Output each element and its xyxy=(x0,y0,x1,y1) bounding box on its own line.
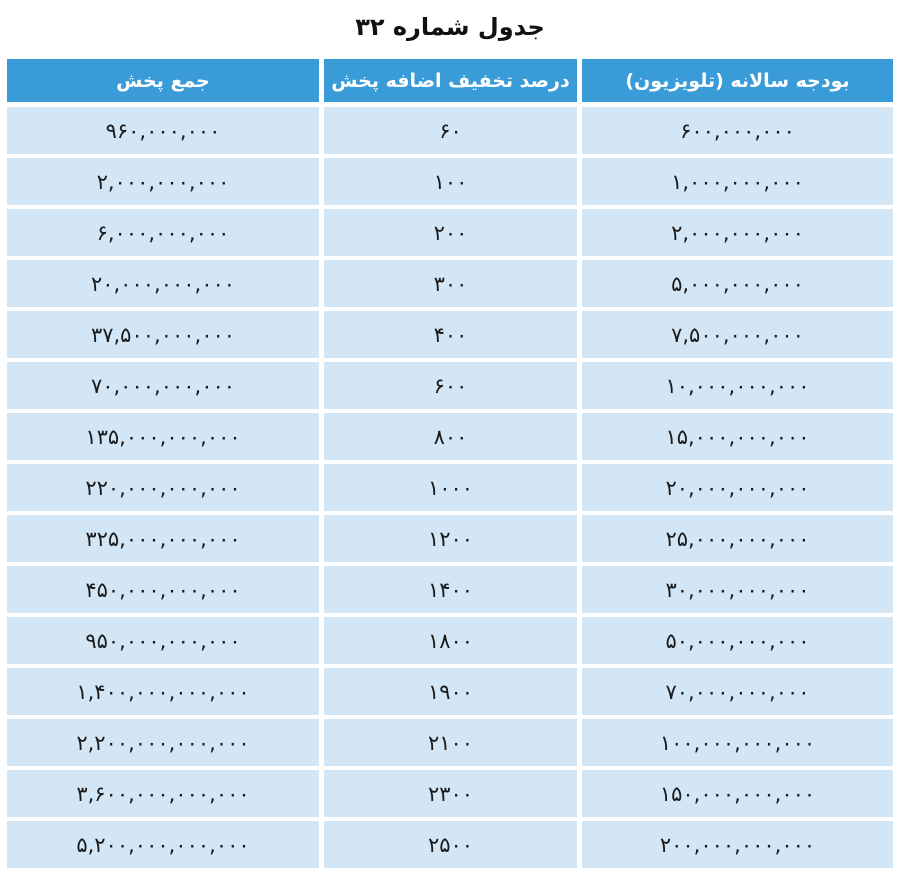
cell-total-broadcast: ۴۵۰,۰۰۰,۰۰۰,۰۰۰ xyxy=(7,566,319,613)
table-row xyxy=(7,821,893,868)
cell-annual-budget: ۱۵۰,۰۰۰,۰۰۰,۰۰۰ xyxy=(582,770,893,817)
cell-discount-percent: ۸۰۰ xyxy=(324,413,577,460)
cell-total-broadcast: ۲۰,۰۰۰,۰۰۰,۰۰۰ xyxy=(7,260,319,307)
cell-annual-budget: ۶۰۰,۰۰۰,۰۰۰ xyxy=(582,107,893,154)
cell-discount-percent: ۱۹۰۰ xyxy=(324,668,577,715)
table-row xyxy=(7,464,893,511)
cell-annual-budget: ۲۰۰,۰۰۰,۰۰۰,۰۰۰ xyxy=(582,821,893,868)
cell-discount-percent: ۶۰ xyxy=(324,107,577,154)
cell-discount-percent: ۱۲۰۰ xyxy=(324,515,577,562)
header-annual-budget: بودجه سالانه (تلویزیون) xyxy=(582,59,893,102)
cell-total-broadcast: ۶,۰۰۰,۰۰۰,۰۰۰ xyxy=(7,209,319,256)
cell-discount-percent: ۱۸۰۰ xyxy=(324,617,577,664)
cell-total-broadcast: ۹۶۰,۰۰۰,۰۰۰ xyxy=(7,107,319,154)
header-total-broadcast: جمع پخش xyxy=(7,59,319,102)
cell-annual-budget: ۱۰۰,۰۰۰,۰۰۰,۰۰۰ xyxy=(582,719,893,766)
cell-discount-percent: ۱۰۰ xyxy=(324,158,577,205)
budget-discount-table xyxy=(7,59,893,872)
cell-annual-budget: ۱,۰۰۰,۰۰۰,۰۰۰ xyxy=(582,158,893,205)
cell-total-broadcast: ۳۷,۵۰۰,۰۰۰,۰۰۰ xyxy=(7,311,319,358)
table-row xyxy=(7,107,893,154)
cell-discount-percent: ۱۴۰۰ xyxy=(324,566,577,613)
table-row xyxy=(7,770,893,817)
table-header-row xyxy=(7,59,893,102)
header-discount-percent: درصد تخفیف اضافه پخش xyxy=(324,59,577,102)
cell-annual-budget: ۲,۰۰۰,۰۰۰,۰۰۰ xyxy=(582,209,893,256)
table-row xyxy=(7,209,893,256)
cell-discount-percent: ۲۰۰ xyxy=(324,209,577,256)
table-body xyxy=(7,107,893,868)
cell-total-broadcast: ۱۳۵,۰۰۰,۰۰۰,۰۰۰ xyxy=(7,413,319,460)
cell-total-broadcast: ۲,۰۰۰,۰۰۰,۰۰۰ xyxy=(7,158,319,205)
table-row xyxy=(7,158,893,205)
cell-total-broadcast: ۵,۲۰۰,۰۰۰,۰۰۰,۰۰۰ xyxy=(7,821,319,868)
cell-annual-budget: ۷۰,۰۰۰,۰۰۰,۰۰۰ xyxy=(582,668,893,715)
cell-discount-percent: ۴۰۰ xyxy=(324,311,577,358)
cell-total-broadcast: ۱,۴۰۰,۰۰۰,۰۰۰,۰۰۰ xyxy=(7,668,319,715)
cell-annual-budget: ۳۰,۰۰۰,۰۰۰,۰۰۰ xyxy=(582,566,893,613)
cell-annual-budget: ۵۰,۰۰۰,۰۰۰,۰۰۰ xyxy=(582,617,893,664)
cell-annual-budget: ۵,۰۰۰,۰۰۰,۰۰۰ xyxy=(582,260,893,307)
cell-total-broadcast: ۷۰,۰۰۰,۰۰۰,۰۰۰ xyxy=(7,362,319,409)
cell-annual-budget: ۱۰,۰۰۰,۰۰۰,۰۰۰ xyxy=(582,362,893,409)
cell-total-broadcast: ۲,۲۰۰,۰۰۰,۰۰۰,۰۰۰ xyxy=(7,719,319,766)
cell-annual-budget: ۲۵,۰۰۰,۰۰۰,۰۰۰ xyxy=(582,515,893,562)
cell-total-broadcast: ۳,۶۰۰,۰۰۰,۰۰۰,۰۰۰ xyxy=(7,770,319,817)
cell-total-broadcast: ۳۲۵,۰۰۰,۰۰۰,۰۰۰ xyxy=(7,515,319,562)
cell-discount-percent: ۳۰۰ xyxy=(324,260,577,307)
table-row xyxy=(7,260,893,307)
cell-annual-budget: ۲۰,۰۰۰,۰۰۰,۰۰۰ xyxy=(582,464,893,511)
table-row xyxy=(7,362,893,409)
cell-total-broadcast: ۹۵۰,۰۰۰,۰۰۰,۰۰۰ xyxy=(7,617,319,664)
table-row xyxy=(7,413,893,460)
table-row xyxy=(7,311,893,358)
cell-annual-budget: ۱۵,۰۰۰,۰۰۰,۰۰۰ xyxy=(582,413,893,460)
cell-discount-percent: ۲۳۰۰ xyxy=(324,770,577,817)
table-row xyxy=(7,566,893,613)
cell-total-broadcast: ۲۲۰,۰۰۰,۰۰۰,۰۰۰ xyxy=(7,464,319,511)
cell-discount-percent: ۲۱۰۰ xyxy=(324,719,577,766)
table-title: جدول شماره ۳۲ xyxy=(355,13,545,41)
cell-discount-percent: ۶۰۰ xyxy=(324,362,577,409)
cell-annual-budget: ۷,۵۰۰,۰۰۰,۰۰۰ xyxy=(582,311,893,358)
cell-discount-percent: ۱۰۰۰ xyxy=(324,464,577,511)
table-row xyxy=(7,515,893,562)
table-row xyxy=(7,617,893,664)
table-row xyxy=(7,719,893,766)
table-row xyxy=(7,668,893,715)
cell-discount-percent: ۲۵۰۰ xyxy=(324,821,577,868)
